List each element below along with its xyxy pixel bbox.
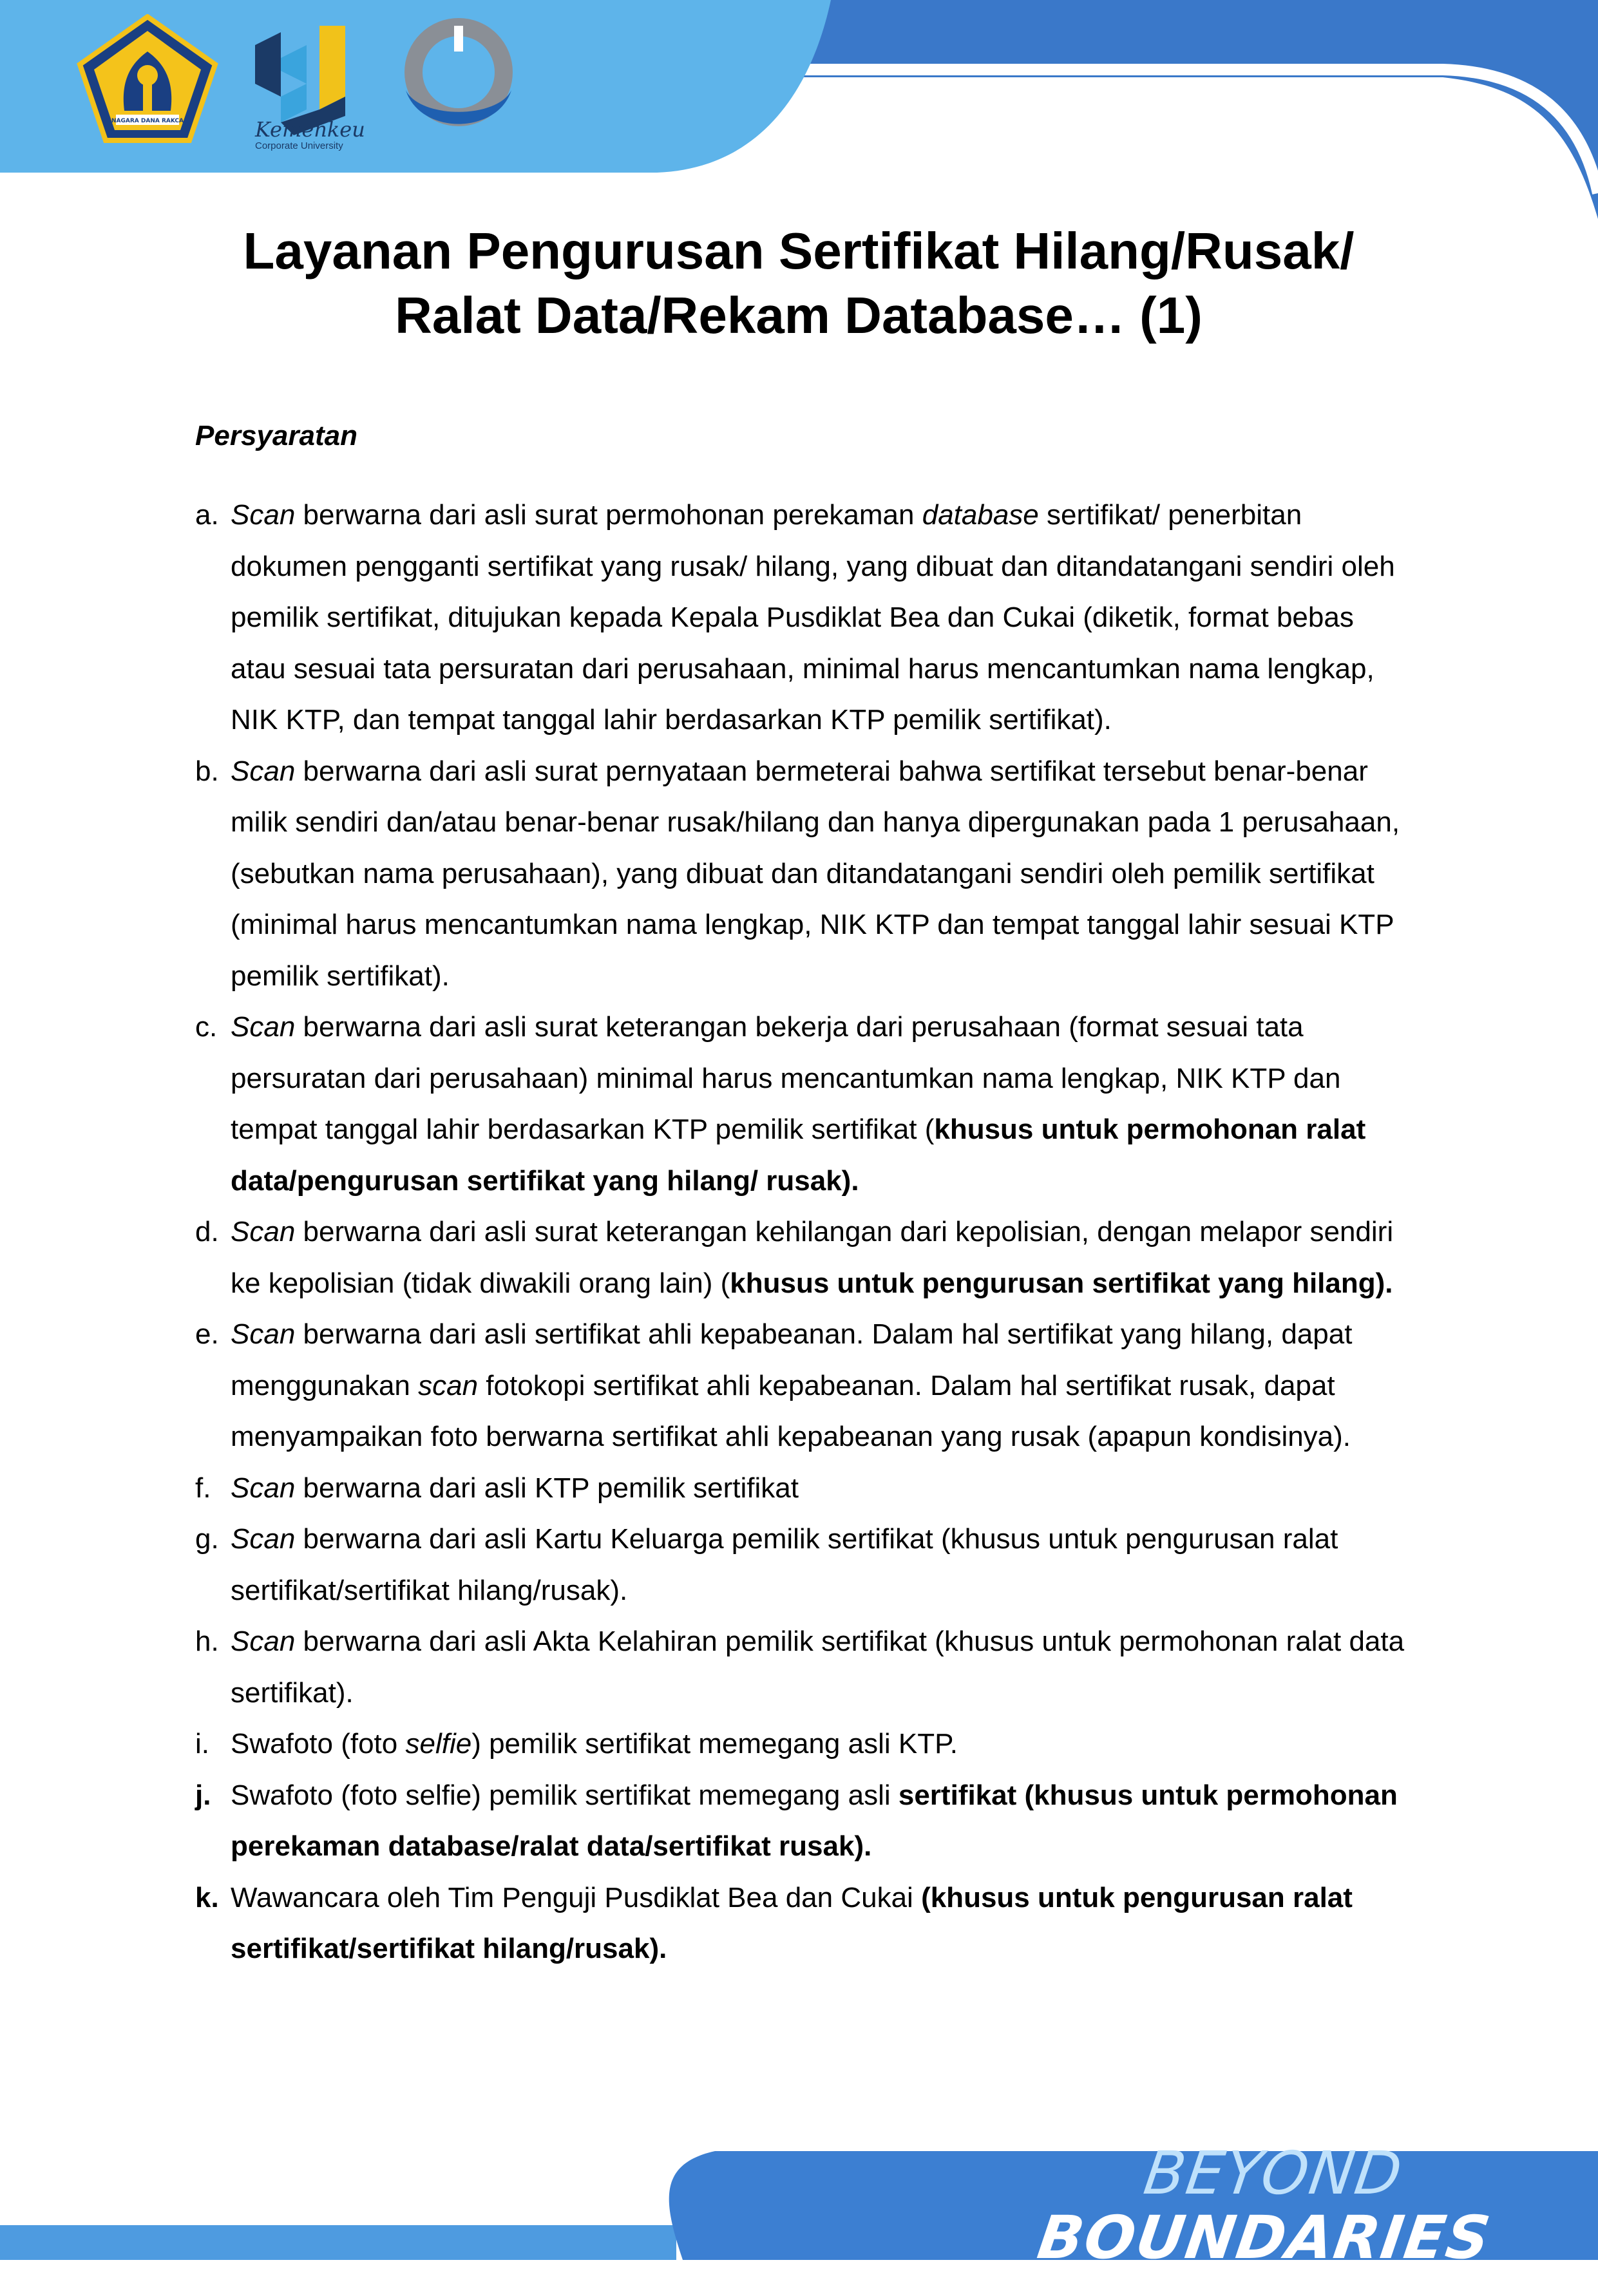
list-item-text: ) pemilik sertifikat memegang asli KTP. <box>471 1728 958 1760</box>
list-item-text: sertifikat (khusus untuk permohonan perekaman database/ralat data/sertifikat rusak). <box>231 1779 1398 1862</box>
svg-text:NAGARA DANA RAKCA: NAGARA DANA RAKCA <box>111 118 184 124</box>
corpu-sub: Corporate University <box>255 140 343 151</box>
list-item-text: berwarna dari asli surat pernyataan bermeterai bahwa sertifikat tersebut benar-benar milik sendiri dan/atau benar-benar rusak/hilang dan hanya dipergunakan pada 1 perusahaan, (sebutkan nama perusahaan), yang dibuat dan ditandatangani sendiri oleh pemilik sertifikat (minimal harus mencantumkan nama lengkap, NIK KTP dan tempat tanggal lahir sesuai KTP pemilik sertifikat). <box>231 755 1400 992</box>
list-item-text: berwarna dari asli Kartu Keluarga pemilik sertifikat (khusus untuk pengurusan ralat sertifikat/sertifikat hilang/rusak). <box>231 1523 1338 1606</box>
list-marker: i. <box>195 1728 209 1760</box>
list-item-text: selfie <box>405 1728 472 1760</box>
title-line-2: Ralat Data/Rekam Database… (1) <box>395 287 1203 344</box>
list-item-text: khusus untuk pengurusan sertifikat yang hilang). <box>730 1267 1393 1299</box>
list-item-text: (khusus untuk pengurusan ralat sertifikat/sertifikat hilang/rusak). <box>231 1881 1353 1964</box>
list-item-text: scan <box>418 1369 479 1401</box>
list-marker: d. <box>195 1216 219 1248</box>
list-item-text: Wawancara oleh Tim Penguji Pusdiklat Bea dan Cukai <box>231 1881 922 1913</box>
list-item-text: khusus untuk permohonan ralat data/pengurusan sertifikat yang hilang/ rusak). <box>231 1114 1366 1197</box>
list-marker: c. <box>195 1011 218 1043</box>
list-marker: g. <box>195 1523 219 1555</box>
list-marker: a. <box>195 499 219 531</box>
list-item-text: Scan <box>231 755 296 787</box>
list-item <box>195 489 1413 746</box>
list-item-text: berwarna dari asli sertifikat ahli kepabeanan. Dalam hal sertifikat yang hilang, dapat menggunakan <box>231 1318 1353 1401</box>
list-item <box>195 1206 1413 1309</box>
list-item-text: Scan <box>231 1626 296 1657</box>
kemenkeu-emblem-logo <box>76 14 219 143</box>
list-item-text: database <box>922 499 1039 531</box>
slogan-text <box>983 2141 1555 2270</box>
list-item-text: berwarna dari asli Akta Kelahiran pemilik sertifikat (khusus untuk permohonan ralat data sertifikat). <box>231 1626 1405 1709</box>
footer-slogan <box>992 2141 1546 2296</box>
list-item-text: fotokopi sertifikat ahli kepabeanan. Dalam hal sertifikat rusak, dapat menyampaikan foto berwarna sertifikat ahli kepabeanan yang rusak (apapun kondisinya). <box>231 1369 1351 1452</box>
list-item <box>195 746 1413 1002</box>
slogan-word-1: BEYOND <box>1139 2139 1407 2208</box>
list-item-text: berwarna dari asli KTP pemilik sertifikat <box>295 1472 799 1504</box>
list-item-text: Swafoto (foto <box>231 1728 406 1760</box>
page-title <box>97 219 1501 348</box>
list-item <box>195 1463 1413 1514</box>
slogan-tagline: Menembus Batas, Melampaui Ekspektasi Untuk Negeri <box>1018 2274 1520 2295</box>
corpu-brand: Kemenkeu <box>255 117 365 142</box>
list-item-text: berwarna dari asli surat keterangan kehilangan dari kepolisian, dengan melapor sendiri ke kepolisian (tidak diwakili orang lain) ( <box>231 1216 1394 1299</box>
list-item-text: berwarna dari asli surat permohonan perekaman <box>295 499 922 531</box>
list-item <box>195 1513 1413 1616</box>
title-line-1: Layanan Pengurusan Sertifikat Hilang/Rusak/ <box>243 222 1355 280</box>
list-marker: b. <box>195 755 219 787</box>
list-item-text: Scan <box>231 1216 296 1248</box>
list-item-text: Scan <box>231 1318 296 1350</box>
list-item <box>195 1309 1413 1463</box>
list-item <box>195 1718 1413 1770</box>
requirements-list <box>195 489 1413 1975</box>
list-item-text: Scan <box>231 1472 296 1504</box>
slogan-word-2: BOUNDARIES <box>1033 2203 1496 2272</box>
list-item-text: Swafoto (foto selfie) pemilik sertifikat memegang asli <box>231 1779 899 1811</box>
list-item <box>195 1872 1413 1975</box>
list-item <box>195 1616 1413 1718</box>
list-marker: k. <box>195 1881 219 1913</box>
header-dark-band <box>709 0 1598 219</box>
list-marker: e. <box>195 1318 219 1350</box>
list-marker: h. <box>195 1626 219 1657</box>
footer-light-strip <box>0 2225 676 2260</box>
list-marker: f. <box>195 1472 211 1504</box>
list-item-text: Scan <box>231 1523 296 1555</box>
list-item-text: berwarna dari asli surat keterangan bekerja dari perusahaan (format sesuai tata persuratan dari perusahaan) minimal harus mencantumkan nama lengkap, NIK KTP dan tempat tanggal lahir berdasarkan KTP pemilik sertifikat ( <box>231 1011 1341 1145</box>
list-item-text: Scan <box>231 1011 296 1043</box>
list-item <box>195 1001 1413 1206</box>
corpu-logo-text <box>255 117 384 151</box>
section-label: Persyaratan <box>195 420 357 451</box>
list-marker: j. <box>195 1779 211 1811</box>
list-item-text: Scan <box>231 499 296 531</box>
list-item <box>195 1770 1413 1872</box>
ring-logo <box>394 13 523 142</box>
list-item-text: sertifikat/ penerbitan dokumen pengganti sertifikat yang rusak/ hilang, yang dibuat dan ditandatangani sendiri oleh pemilik sertifikat, ditujukan kepada Kepala Pusdiklat Bea dan Cukai (diketik, format bebas atau sesuai tata persuratan dari perusahaan, minimal harus mencantumkan nama lengkap, NIK KTP, dan tempat tanggal lahir berdasarkan KTP pemilik sertifikat). <box>231 499 1395 735</box>
header-separator-arc <box>792 70 1598 193</box>
